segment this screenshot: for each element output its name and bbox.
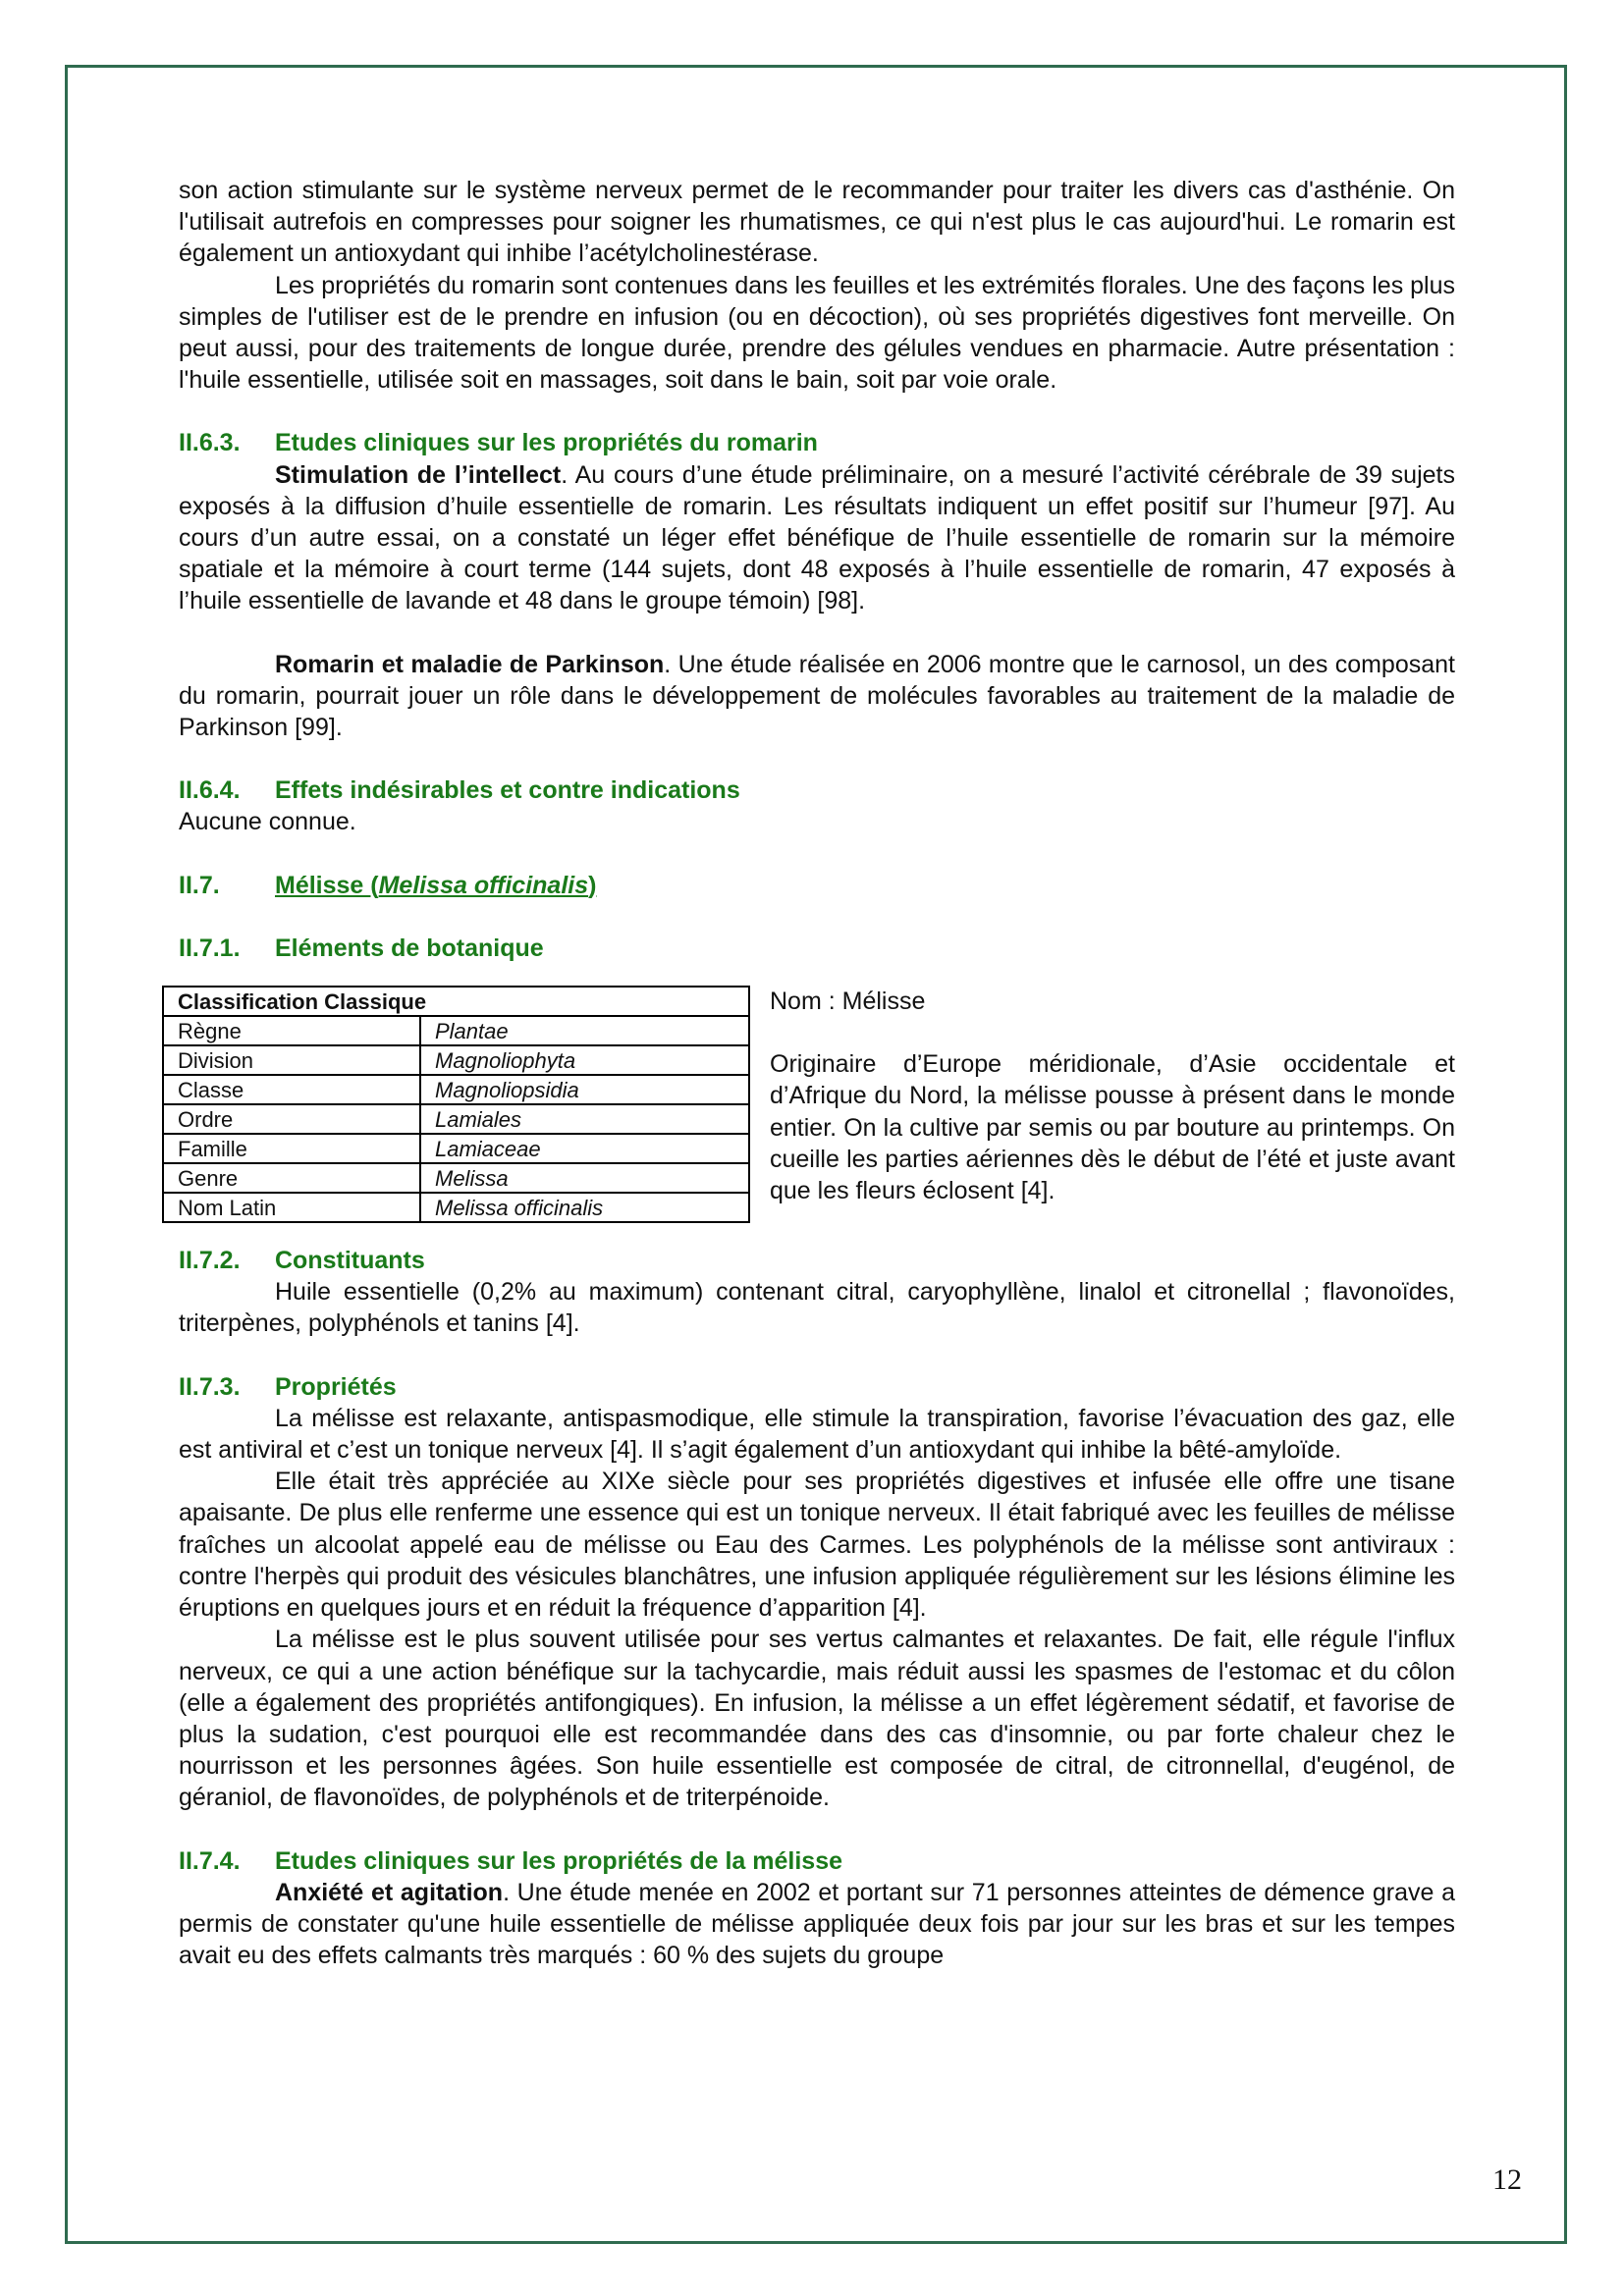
section-heading-ii-6-3: II.6.3. Etudes cliniques sur les propriétés du romarin — [179, 429, 818, 457]
page-content — [179, 175, 1455, 1971]
section-heading-ii-7-3: II.7.3. Propriétés — [179, 1372, 397, 1401]
paragraph-parkinson: Romarin et maladie de Parkinson. Une étude réalisée en 2006 montre que le carnosol, un des composant du romarin, pourrait jouer un rôle dans le développement de molécules favorables au traitement de la maladie de Parkinson [99]. — [179, 650, 1455, 742]
table-row: Classe Magnoliopsidia — [163, 1075, 749, 1104]
paragraph-proprietes-2: Elle était très appréciée au XIXe siècle pour ses propriétés digestives et infusée elle offre une tisane apaisante. De plus elle renferme une essence qui est un tonique nerveux. Il était fabriqué avec les feuilles de mélisse fraîches un alcoolat appelé eau de mélisse ou Eau des Carmes. Les polyphénols de la mélisse sont antiviraux : contre l'herpès qui produit des vésicules blanchâtres, une infusion appliquée régulièrement sur les lésions élimine les éruptions en quelques jours et en réduit la fréquence d’apparition [4]. — [179, 1468, 1455, 1623]
section-heading-ii-7-4: II.7.4. Etudes cliniques sur les propriétés de la mélisse — [179, 1846, 843, 1875]
page-number: 12 — [1492, 2163, 1522, 2196]
table-row: Genre Melissa — [163, 1163, 749, 1193]
table-header-row — [163, 987, 749, 1016]
table-row: Règne Plantae — [163, 1016, 749, 1045]
table-row: Ordre Lamiales — [163, 1104, 749, 1134]
paragraph-constituants: Huile essentielle (0,2% au maximum) contenant citral, caryophyllène, linalol et citronellal ; flavonoïdes, triterpènes, polyphénols et tanins [4]. — [179, 1278, 1455, 1338]
table-header: Classification Classique — [163, 987, 749, 1016]
section-heading-ii-7: II.7. Mélisse (Melissa officinalis) — [179, 871, 597, 899]
intro-paragraph-1: son action stimulante sur le système nerveux permet de le recommander pour traiter les divers cas d'asthénie. On l'utilisait autrefois en compresses pour soigner les rhumatismes, ce qui n'est plus le cas aujourd'hui. Le romarin est également un antioxydant qui inhibe l’acétylcholinestérase. — [179, 177, 1455, 268]
paragraph-anxiete: Anxiété et agitation. Une étude menée en 2002 et portant sur 71 personnes atteintes de démence grave a permis de constater qu'une huile essentielle de mélisse appliquée deux fois par jour sur les bras et sur les tempes avait eu des effets calmants très marqués : 60 % des sujets du groupe — [179, 1878, 1456, 1970]
paragraph-intellect: Stimulation de l’intellect. Au cours d’une étude préliminaire, on a mesuré l’activité cérébrale de 39 sujets exposés à la diffusion d’huile essentielle de romarin. Les résultats indiquent un effet positif sur l’humeur [97]. Au cours d’un autre essai, on a constaté un léger effet bénéfique de l’huile essentielle de romarin sur la mémoire spatiale et la mémoire à court terme (144 sujets, dont 48 exposés à l’huile essentielle de romarin, 47 exposés à l’huile essentielle de lavande et 48 dans le groupe témoin) [98]. — [179, 460, 1455, 615]
paragraph-proprietes-1: La mélisse est relaxante, antispasmodique, elle stimule la transpiration, favorise l’évacuation des gaz, elle est antiviral et c’est un tonique nerveux [4]. Il s’agit également d’un antioxydant qui inhibe la bêté-amyloïde. — [179, 1404, 1455, 1465]
botany-description — [770, 986, 1455, 1223]
classification-table — [162, 986, 750, 1223]
table-row: Famille Lamiaceae — [163, 1134, 749, 1163]
paragraph-proprietes-3: La mélisse est le plus souvent utilisée pour ses vertus calmantes et relaxantes. De fait, elle régule l'influx nerveux, ce qui a une action bénéfique sur la tachycardie, mais réduit aussi les spasmes de l'estomac et du côlon (elle a également des propriétés antifongiques). En infusion, la mélisse a un effet légèrement sédatif, et favorise de plus la sudation, c'est pourquoi elle est recommandée dans des cas d'insomnie, ou par forte chaleur chez le nourrisson et les personnes âgées. Son huile essentielle est composée de citral, de citronnellal, d'eugénol, de géraniol, de flavonoïdes, de polyphénols et de triterpénoide. — [179, 1626, 1455, 1812]
origine-paragraph: Originaire d’Europe méridionale, d’Asie occidentale et d’Afrique du Nord, la mélisse pousse à présent dans le monde entier. On la cultive par semis ou par bouture au printemps. On cueille les parties aériennes dès le début de l’été et juste avant que les fleurs éclosent [4]. — [770, 1050, 1455, 1205]
nom-label: Nom : Mélisse — [770, 988, 926, 1016]
paragraph-contre-indications: Aucune connue. — [179, 808, 356, 836]
section-heading-ii-7-2: II.7.2. Constituants — [179, 1247, 425, 1275]
table-row: Nom Latin Melissa officinalis — [163, 1193, 749, 1222]
section-heading-ii-6-4: II.6.4. Effets indésirables et contre indications — [179, 776, 740, 805]
table-row: Division Magnoliophyta — [163, 1045, 749, 1075]
intro-paragraph-2: Les propriétés du romarin sont contenues dans les feuilles et les extrémités florales. Une des façons les plus simples de l'utiliser est de le prendre en infusion (ou en décoction), où ses propriétés digestives font merveille. On peut aussi, pour des traitements de longue durée, prendre des gélules vendues en pharmacie. Autre présentation : l'huile essentielle, utilisée soit en massages, soit dans le bain, soit par voie orale. — [179, 271, 1456, 395]
section-heading-ii-7-1: II.7.1. Eléments de botanique — [179, 934, 544, 962]
botany-block — [179, 986, 1455, 1223]
